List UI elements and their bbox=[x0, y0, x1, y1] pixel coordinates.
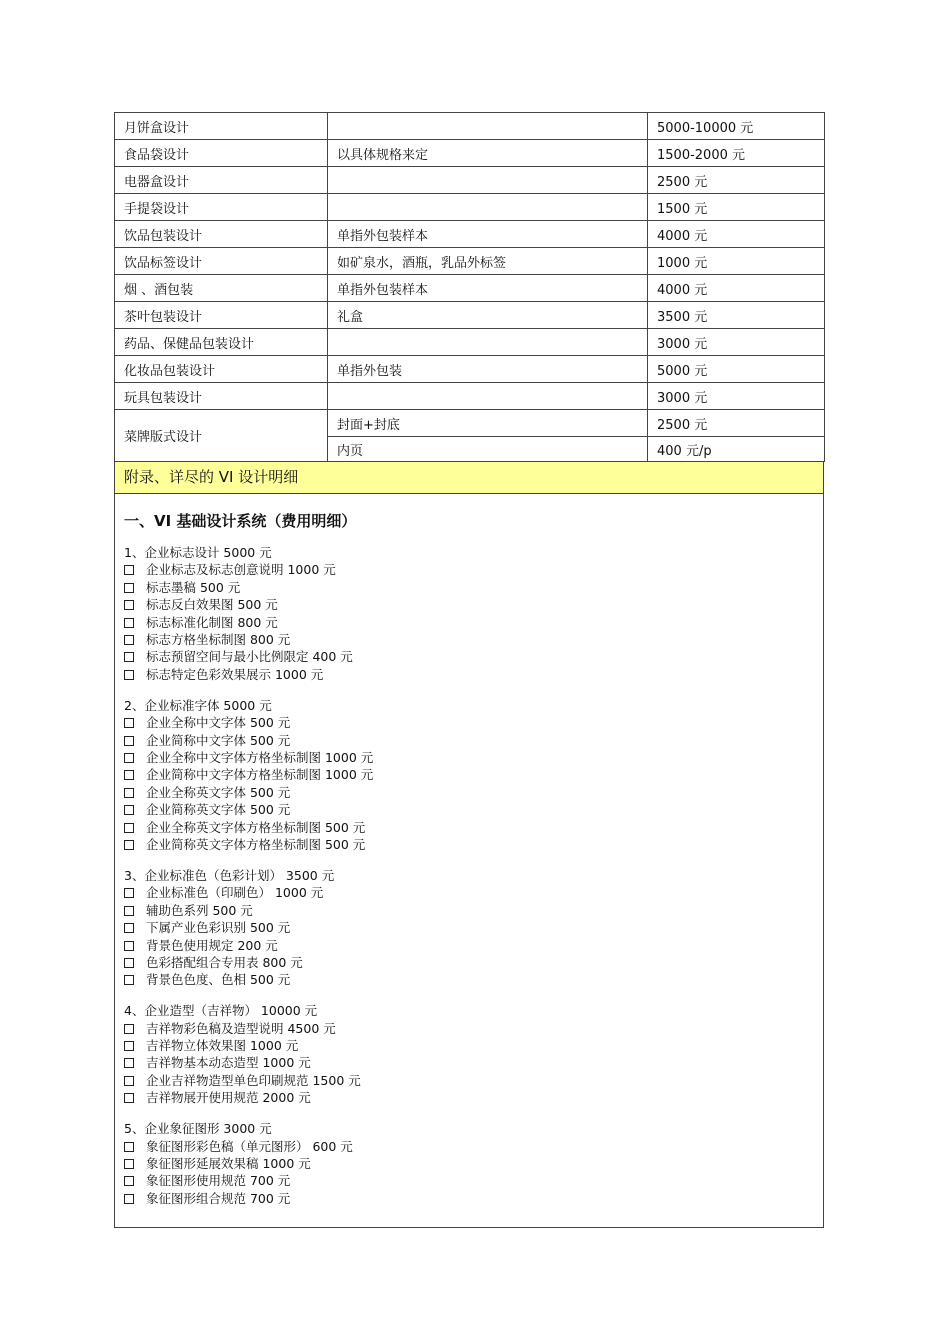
table-row bbox=[115, 356, 825, 383]
group-heading: 5、企业象征图形 3000 元 bbox=[124, 1121, 272, 1137]
table-row bbox=[115, 248, 825, 275]
cell-note: 封面+封底 bbox=[328, 410, 648, 437]
checkbox-icon bbox=[124, 565, 134, 575]
list-item bbox=[124, 836, 373, 853]
checkbox-icon bbox=[124, 753, 134, 763]
list-item bbox=[124, 732, 373, 749]
group-heading: 3、企业标准色（色彩计划） 3500 元 bbox=[124, 867, 335, 883]
appendix-title: 附录、详尽的 VI 设计明细 bbox=[114, 462, 824, 494]
list-item bbox=[124, 614, 373, 631]
table-row bbox=[115, 302, 825, 329]
checkbox-icon bbox=[124, 652, 134, 662]
cell-note bbox=[328, 167, 648, 194]
checkbox-icon bbox=[124, 906, 134, 916]
item-text: 象征图形延展效果稿 1000 元 bbox=[146, 1156, 311, 1171]
table-row bbox=[115, 113, 825, 140]
list-item bbox=[124, 1054, 373, 1071]
list-item bbox=[124, 919, 373, 936]
item-text: 企业简称中文字体 500 元 bbox=[146, 732, 291, 748]
checkbox-icon bbox=[124, 975, 134, 985]
checkbox-icon bbox=[124, 1076, 134, 1086]
fee-groups bbox=[124, 544, 373, 1221]
checkbox-icon bbox=[124, 923, 134, 933]
cell-price: 5000 元 bbox=[648, 356, 825, 383]
checkbox-icon bbox=[124, 1159, 134, 1169]
cell-price: 1000 元 bbox=[648, 248, 825, 275]
checkbox-icon bbox=[124, 1176, 134, 1186]
price-document bbox=[114, 112, 824, 1228]
list-item bbox=[124, 1138, 373, 1155]
section-title: 一、VI 基础设计系统（费用明细） bbox=[124, 512, 357, 530]
group-heading: 1、企业标志设计 5000 元 bbox=[124, 545, 272, 560]
item-text: 标志反白效果图 500 元 bbox=[146, 597, 278, 613]
item-text: 下属产业色彩识别 500 元 bbox=[146, 920, 291, 936]
list-item bbox=[124, 1037, 373, 1054]
cell-name: 电器盒设计 bbox=[115, 167, 328, 194]
cell-note: 单指外包装 bbox=[328, 356, 648, 383]
cell-note: 以具体规格来定 bbox=[328, 140, 648, 167]
list-item bbox=[124, 1172, 373, 1189]
cell-note bbox=[328, 113, 648, 140]
cell-note: 内页 bbox=[328, 437, 648, 462]
checkbox-icon bbox=[124, 635, 134, 645]
table-row bbox=[115, 167, 825, 194]
item-text: 标志方格坐标制图 800 元 bbox=[146, 632, 291, 648]
table-row bbox=[115, 140, 825, 167]
item-text: 标志墨稿 500 元 bbox=[146, 579, 241, 595]
checkbox-icon bbox=[124, 770, 134, 780]
item-text: 企业全称中文字体方格坐标制图 1000 元 bbox=[146, 749, 374, 765]
item-text: 吉祥物立体效果图 1000 元 bbox=[146, 1038, 299, 1054]
list-item bbox=[124, 784, 373, 801]
checkbox-icon bbox=[124, 736, 134, 746]
cell-name: 菜牌版式设计 bbox=[115, 410, 328, 462]
item-text: 企业简称中文字体方格坐标制图 1000 元 bbox=[146, 767, 374, 783]
item-text: 企业标准色（印刷色） 1000 元 bbox=[146, 885, 324, 901]
checkbox-icon bbox=[124, 670, 134, 680]
checkbox-icon bbox=[124, 958, 134, 968]
list-item bbox=[124, 1072, 373, 1089]
checkbox-icon bbox=[124, 1058, 134, 1068]
list-item bbox=[124, 1155, 373, 1172]
item-text: 企业简称英文字体方格坐标制图 500 元 bbox=[146, 837, 366, 852]
cell-price: 4000 元 bbox=[648, 275, 825, 302]
list-item bbox=[124, 937, 373, 954]
fee-group bbox=[124, 697, 373, 854]
list-item bbox=[124, 1089, 373, 1106]
cell-price: 2500 元 bbox=[648, 410, 825, 437]
cell-price: 4000 元 bbox=[648, 221, 825, 248]
cell-price: 3000 元 bbox=[648, 383, 825, 410]
fee-group bbox=[124, 544, 373, 683]
cell-name: 饮品标签设计 bbox=[115, 248, 328, 275]
item-text: 标志标准化制图 800 元 bbox=[146, 614, 278, 630]
cell-note bbox=[328, 329, 648, 356]
list-item bbox=[124, 884, 373, 901]
item-text: 企业标志及标志创意说明 1000 元 bbox=[146, 562, 336, 578]
item-text: 象征图形彩色稿（单元图形） 600 元 bbox=[146, 1138, 353, 1154]
cell-name: 饮品包装设计 bbox=[115, 221, 328, 248]
cell-price: 1500-2000 元 bbox=[648, 140, 825, 167]
list-item bbox=[124, 749, 373, 766]
table-row bbox=[115, 410, 825, 437]
item-text: 吉祥物展开使用规范 2000 元 bbox=[146, 1090, 311, 1106]
item-text: 色彩搭配组合专用表 800 元 bbox=[146, 954, 303, 970]
checkbox-icon bbox=[124, 840, 134, 850]
checkbox-icon bbox=[124, 600, 134, 610]
cell-name: 化妆品包装设计 bbox=[115, 356, 328, 383]
cell-note bbox=[328, 383, 648, 410]
fee-group bbox=[124, 1002, 373, 1106]
list-item bbox=[124, 596, 373, 613]
checkbox-icon bbox=[124, 888, 134, 898]
table-row bbox=[115, 275, 825, 302]
cell-price: 1500 元 bbox=[648, 194, 825, 221]
cell-note bbox=[328, 194, 648, 221]
list-item bbox=[124, 579, 373, 596]
cell-name: 药品、保健品包装设计 bbox=[115, 329, 328, 356]
list-item bbox=[124, 819, 373, 836]
item-text: 标志预留空间与最小比例限定 400 元 bbox=[146, 649, 353, 665]
cell-name: 月饼盒设计 bbox=[115, 113, 328, 140]
item-text: 辅助色系列 500 元 bbox=[146, 902, 253, 918]
fee-group bbox=[124, 867, 373, 989]
item-text: 象征图形组合规范 700 元 bbox=[146, 1190, 291, 1206]
cell-note: 单指外包装样本 bbox=[328, 275, 648, 302]
checkbox-icon bbox=[124, 1041, 134, 1051]
list-item bbox=[124, 648, 373, 665]
cell-name: 手提袋设计 bbox=[115, 194, 328, 221]
cell-price: 3500 元 bbox=[648, 302, 825, 329]
list-item bbox=[124, 666, 373, 683]
item-text: 标志特定色彩效果展示 1000 元 bbox=[146, 666, 324, 682]
table-row bbox=[115, 383, 825, 410]
price-table bbox=[114, 112, 825, 462]
cell-note: 礼盒 bbox=[328, 302, 648, 329]
list-item bbox=[124, 1190, 373, 1207]
cell-price: 2500 元 bbox=[648, 167, 825, 194]
cell-price: 400 元/p bbox=[648, 437, 825, 462]
list-item bbox=[124, 954, 373, 971]
item-text: 企业全称英文字体方格坐标制图 500 元 bbox=[146, 819, 366, 835]
cell-name: 食品袋设计 bbox=[115, 140, 328, 167]
checkbox-icon bbox=[124, 1093, 134, 1103]
table-row bbox=[115, 221, 825, 248]
cell-name: 玩具包装设计 bbox=[115, 383, 328, 410]
cell-name: 茶叶包装设计 bbox=[115, 302, 328, 329]
fee-group bbox=[124, 1120, 373, 1207]
item-text: 企业简称英文字体 500 元 bbox=[146, 802, 291, 818]
list-item bbox=[124, 971, 373, 988]
checkbox-icon bbox=[124, 941, 134, 951]
list-item bbox=[124, 561, 373, 578]
cell-price: 3000 元 bbox=[648, 329, 825, 356]
cell-note: 如矿泉水，酒瓶，乳品外标签 bbox=[328, 248, 648, 275]
list-item bbox=[124, 801, 373, 818]
list-item bbox=[124, 714, 373, 731]
cell-price: 5000-10000 元 bbox=[648, 113, 825, 140]
item-text: 企业全称英文字体 500 元 bbox=[146, 784, 291, 800]
item-text: 象征图形使用规范 700 元 bbox=[146, 1173, 291, 1189]
list-item bbox=[124, 631, 373, 648]
group-heading: 2、企业标准字体 5000 元 bbox=[124, 697, 272, 713]
item-text: 吉祥物基本动态造型 1000 元 bbox=[146, 1055, 311, 1071]
list-item bbox=[124, 1020, 373, 1037]
checkbox-icon bbox=[124, 583, 134, 593]
item-text: 背景色使用规定 200 元 bbox=[146, 937, 278, 953]
checkbox-icon bbox=[124, 718, 134, 728]
list-item bbox=[124, 902, 373, 919]
list-item bbox=[124, 766, 373, 783]
checkbox-icon bbox=[124, 1142, 134, 1152]
checkbox-icon bbox=[124, 823, 134, 833]
table-row bbox=[115, 194, 825, 221]
checkbox-icon bbox=[124, 1194, 134, 1204]
cell-note: 单指外包装样本 bbox=[328, 221, 648, 248]
checkbox-icon bbox=[124, 1024, 134, 1034]
cell-name: 烟 、酒包装 bbox=[115, 275, 328, 302]
checkbox-icon bbox=[124, 805, 134, 815]
item-text: 背景色色度、色相 500 元 bbox=[146, 972, 291, 988]
group-heading: 4、企业造型（吉祥物） 10000 元 bbox=[124, 1003, 318, 1019]
table-row bbox=[115, 329, 825, 356]
checkbox-icon bbox=[124, 788, 134, 798]
item-text: 企业全称中文字体 500 元 bbox=[146, 715, 291, 731]
vi-details-panel bbox=[114, 494, 824, 1228]
checkbox-icon bbox=[124, 618, 134, 628]
item-text: 企业吉祥物造型单色印刷规范 1500 元 bbox=[146, 1072, 361, 1088]
item-text: 吉祥物彩色稿及造型说明 4500 元 bbox=[146, 1020, 336, 1036]
